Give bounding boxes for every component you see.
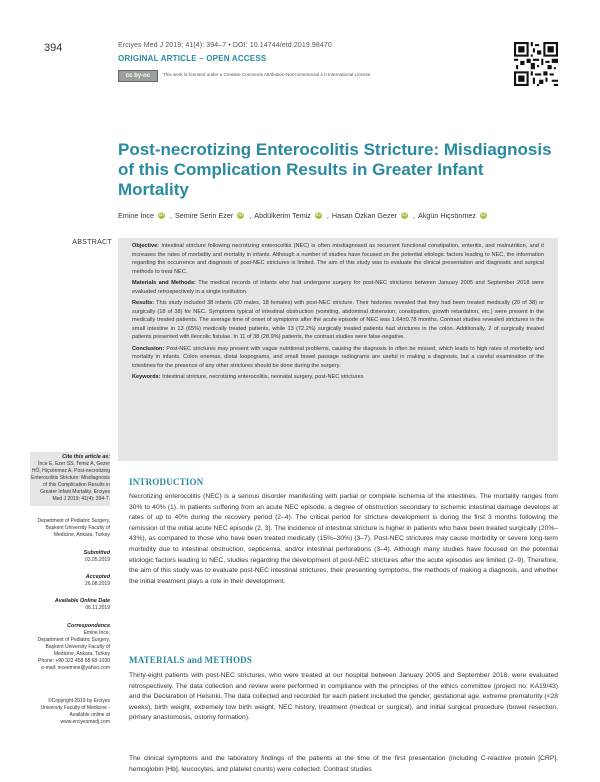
author-list: Emine İnce iD , Semire Serin Ezer iD , Abdülkerim Temiz iD , Hasan Özkan Gezer iD , Akgün Hiçsönmez iD: [118, 211, 486, 220]
abstract-methods: Materials and Methods: The medical records of infants who had undergone surgery for post-NEC strictures between January 2005 and September 2018 were evaluated retrospectively in a single institution.: [132, 280, 544, 295]
abstract-conclusion: Conclusion: Post-NEC strictures may present with vague nutritional problems, causing the diagnosis to often be missed, which leads to high rates of morbidity and mortality in infants. Colon enemas, distal loopograms, and small bowel passage radiograms are useful in making a diagnosis, but a careful examination of the intestines for the presence of any other strictures should be done during the surgery.: [132, 345, 544, 369]
intro-heading: INTRODUCTION: [129, 477, 204, 487]
orcid-icon[interactable]: iD: [238, 212, 244, 218]
orcid-icon[interactable]: iD: [159, 212, 164, 218]
submitted-block: Submitted 03.05.2019: [83, 550, 110, 563]
abstract-box: [118, 238, 558, 461]
article-type-label: ORIGINAL ARTICLE – OPEN ACCESS: [118, 54, 267, 63]
online-date-block: Available Online Date 06.11.2019: [54, 598, 110, 611]
orcid-icon[interactable]: iD: [481, 212, 486, 218]
abstract-results: Results: This study included 38 infants (20 males, 18 females) with post-NEC stricture. Their histories revealed that they had been treated medically (20 of 38) or surgically (18 of 38) for NEC. Symptoms typical of intestinal obstruction (vomiting, abdominal distension, constipation, growth retardation, etc.) were present in the medically treated patients. The average time of onset of symptoms after the acute episode of NEC was 1.64±0.78 months. Contrast studies revealed strictures in the small intestine in 13 (65%) medically treated patients, while 13 (72.2%) surgically treated patients had strictures in the colon. Additionally, 2 of surgically treated patients presented with ileocolic fistulae. In 11 of 38 (28.9%) patients, the contrast studies were false-negative.: [132, 300, 545, 340]
author-name: Akgün Hiçsönmez: [418, 211, 476, 220]
abstract-label: ABSTRACT: [72, 239, 112, 246]
orcid-icon[interactable]: iD: [316, 212, 321, 218]
qr-code-icon: [514, 42, 558, 86]
abstract-keywords: Keywords: Intestinal stricture, necrotizing enterocolitis, neonatal surgery, post-NEC strictures: [132, 374, 364, 380]
author-name: Emine İnce: [118, 211, 154, 220]
correspondence-block: Correspondence Emine İnce, Department of Pediatric Surgery, Başkent University Faculty of Medicine, Ankara, Turkey Phone: +90 322 458 68 68-1030 e-mail: inceemine@yahoo.com: [30, 623, 110, 672]
methods-paragraph-2: The clinical symptoms and the laboratory findings of the patients at the time of the first presentation (including C-reactive protein [CRP], hemoglobin [Hb], leucocytes, and platelet counts) were collected. Contrast studies: [129, 755, 558, 773]
cite-text: İnce E, Ezer SS, Temiz A, Gezer HÖ, Hiçsönmez A. Post-necrotizing Enterocolitis Stricture: Misdiagnosis of this Complication Results in Greater Infant Mortality. Erciyes Med J 2019; 41(4): 394-7.: [31, 461, 110, 502]
intro-paragraph: Necrotizing enterocolitis (NEC) is a serious disorder manifesting with partial or complete ischemia of the intestines. The mortality ranges from 30% to 40% (1). In patients suffering from an acute NEC episode, a degree of obstruction secondary to ischemic intestinal damage develops at rates of up to 40% during the recovery period (2–4). The critical period for stricture development is during the first 3 months following the remission of the initial acute NEC episode (2, 3). The incidence of intestinal stricture is higher in patients who have been treated surgically (20%–43%), as compared to those who have been treated medically (15%–30%) (3–7). Post-NEC strictures may cause morbidity or severe long-term morbidity due to intestinal obstruction, septicemia, and/or intestinal perforations (3–4). Although many studies have focused on the potential etiologic factors leading to NEC, studies regarding the development of post-NEC strictures after the acute episodes are limited (2–9). Therefore, the aim of this study was to evaluate post-NEC intestinal strictures, their presenting symptoms, the methods of making a diagnosis, and whether the initial treatment plays a role in their development.: [129, 493, 558, 585]
correspondence-email[interactable]: e-mail: inceemine@yahoo.com: [41, 665, 110, 671]
license-text: This work is licensed under a Creative Commons Attribution-NonCommercial 4.0 International License.: [163, 72, 372, 77]
abstract-objective: Objective: Intestinal stricture following necrotizing enterocolitis (NEC) is often misdiagnosed as recurrent functional constipation, enteritis, and malnutrition, and it increases the rates of morbidity and mortality in infants. Although a number of studies have focused on the potential etiologic factors leading to NEC, the information regarding the occurrence and diagnosis of post-NEC strictures is limited. The aim of this study was to evaluate the clinical presentation and diagnostic and surgical methods to treat NEC.: [132, 243, 544, 275]
accepted-block: Accepted 26.08.2019: [84, 574, 110, 587]
author-name: Semire Serin Ezer: [174, 211, 234, 220]
department-block: Department of Pediatric Surgery, Başkent University Faculty of Medicine, Ankara, Turkey: [37, 518, 110, 538]
orcid-icon[interactable]: iD: [402, 212, 407, 218]
methods-heading: MATERIALS and METHODS: [129, 655, 253, 665]
cite-heading: Cite this article as:: [62, 454, 110, 460]
cite-block: [30, 454, 110, 503]
cc-badge-text: cc by-nc: [125, 73, 151, 79]
methods-paragraph-1: Thirty-eight patients with post-NEC strictures, who were treated at our hospital between January 2005 and September 2018, were evaluated retrospectively. The data collection and review were performed in compliance with the principles of the ethics committee (project no: KA19/43) and the Declaration of Helsinki. The data collected and recorded for each patient included the gender, gestational age, extreme prematurity (<28 weeks), birth weight, extremely low birth weight, NEC history, treatment (medical or surgical), and initial surgical procedure (bowel resection, primary anastomosis, ostomy formation).: [129, 672, 558, 722]
journal-citation-line: Erciyes Med J 2019; 41(4): 394–7 • DOI: 10.14744/etd.2019.98470: [118, 42, 332, 49]
cc-license-badge: [118, 70, 158, 82]
page-number: 394: [44, 42, 63, 54]
author-name: Hasan Özkan Gezer: [331, 211, 398, 220]
article-title: Post-necrotizing Enterocolitis Stricture: Misdiagnosis of this Complication Results in Greater Infant Mortality: [118, 140, 552, 199]
author-name: Abdülkerim Temiz: [254, 211, 311, 220]
copyright-block: ©Copyright 2019 by Erciyes University Faculty of Medicine - Available online at www.erciyesmedj.com: [40, 698, 110, 725]
